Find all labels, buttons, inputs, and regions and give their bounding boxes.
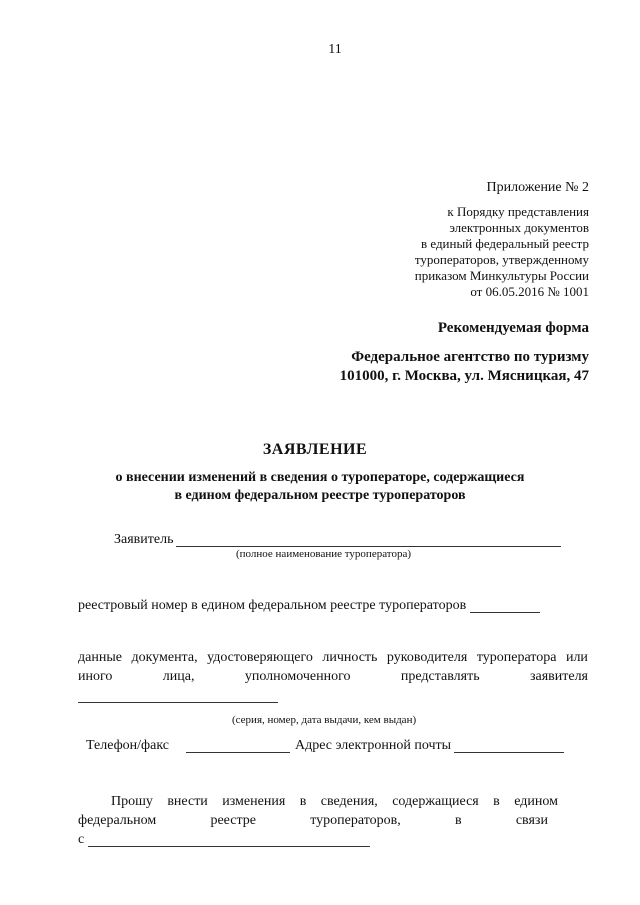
- applicant-caption: (полное наименование туроператора): [236, 548, 412, 560]
- applicant-field[interactable]: [176, 546, 561, 547]
- document-title: ЗАЯВЛЕНИЕ: [262, 441, 368, 458]
- word: личность: [322, 650, 378, 665]
- registry-number-field[interactable]: [470, 612, 540, 613]
- appendix-ref-line: туроператоров, утвержденному: [414, 252, 589, 267]
- appendix-ref-line: от 06.05.2016 № 1001: [470, 284, 589, 299]
- appendix-ref-line: в единый федеральный реестр: [420, 236, 589, 251]
- word: данные: [78, 650, 122, 665]
- appendix-ref-line: приказом Минкультуры России: [414, 268, 589, 283]
- word: содержащиеся: [392, 794, 479, 809]
- word: уполномоченного: [244, 669, 351, 684]
- word: представлять: [400, 669, 480, 684]
- word: внести: [167, 794, 208, 809]
- word: или: [565, 650, 588, 665]
- word: Прошу: [111, 794, 153, 809]
- word: лица,: [162, 669, 195, 684]
- appendix-reference: [415, 204, 589, 300]
- request-prefix: с: [78, 832, 85, 847]
- appendix-ref-line: электронных документов: [449, 220, 589, 235]
- document-subtitle: [0, 469, 640, 505]
- email-field[interactable]: [454, 752, 564, 753]
- phone-label: Телефон/факс: [86, 738, 170, 753]
- applicant-label: Заявитель: [114, 532, 174, 547]
- word: реестре: [210, 813, 256, 828]
- appendix-title: Приложение № 2: [486, 180, 589, 195]
- word: в: [299, 794, 307, 809]
- recommended-form-label: Рекомендуемая форма: [437, 320, 589, 336]
- id-document-field-line1[interactable]: [78, 702, 278, 703]
- agency-name: Федеральное агентство по туризму: [351, 349, 589, 365]
- agency-block: [340, 348, 589, 386]
- word: туроператоров,: [310, 813, 401, 828]
- word: руководителя: [386, 650, 468, 665]
- appendix-ref-line: к Порядку представления: [447, 204, 589, 219]
- agency-address: 101000, г. Москва, ул. Мясницкая, 47: [339, 368, 589, 384]
- request-row: [111, 794, 558, 810]
- id-document-row: [78, 650, 588, 666]
- email-label: Адрес электронной почты: [295, 738, 452, 753]
- word: заявителя: [529, 669, 588, 684]
- id-document-caption: (серия, номер, дата выдачи, кем выдан): [232, 714, 417, 726]
- id-document-row: [78, 669, 588, 685]
- word: туроператора: [476, 650, 557, 665]
- word: связи: [515, 813, 548, 828]
- word: едином: [514, 794, 558, 809]
- request-reason-field[interactable]: [88, 846, 370, 847]
- request-row: [78, 813, 548, 829]
- word: в: [454, 813, 462, 828]
- word: удостоверяющего: [207, 650, 313, 665]
- word: иного: [78, 669, 113, 684]
- word: сведения,: [320, 794, 378, 809]
- word: изменения: [222, 794, 286, 809]
- phone-field[interactable]: [186, 752, 290, 753]
- subtitle-line: в едином федеральном реестре туроператоров: [174, 488, 466, 503]
- page-number: 11: [328, 42, 342, 57]
- registry-number-label: реестровый номер в едином федеральном реестре туроператоров: [78, 598, 467, 613]
- word: документа,: [131, 650, 198, 665]
- subtitle-line: о внесении изменений в сведения о туроператоре, содержащиеся: [115, 470, 525, 485]
- word: в: [493, 794, 500, 809]
- word: федеральном: [78, 813, 157, 828]
